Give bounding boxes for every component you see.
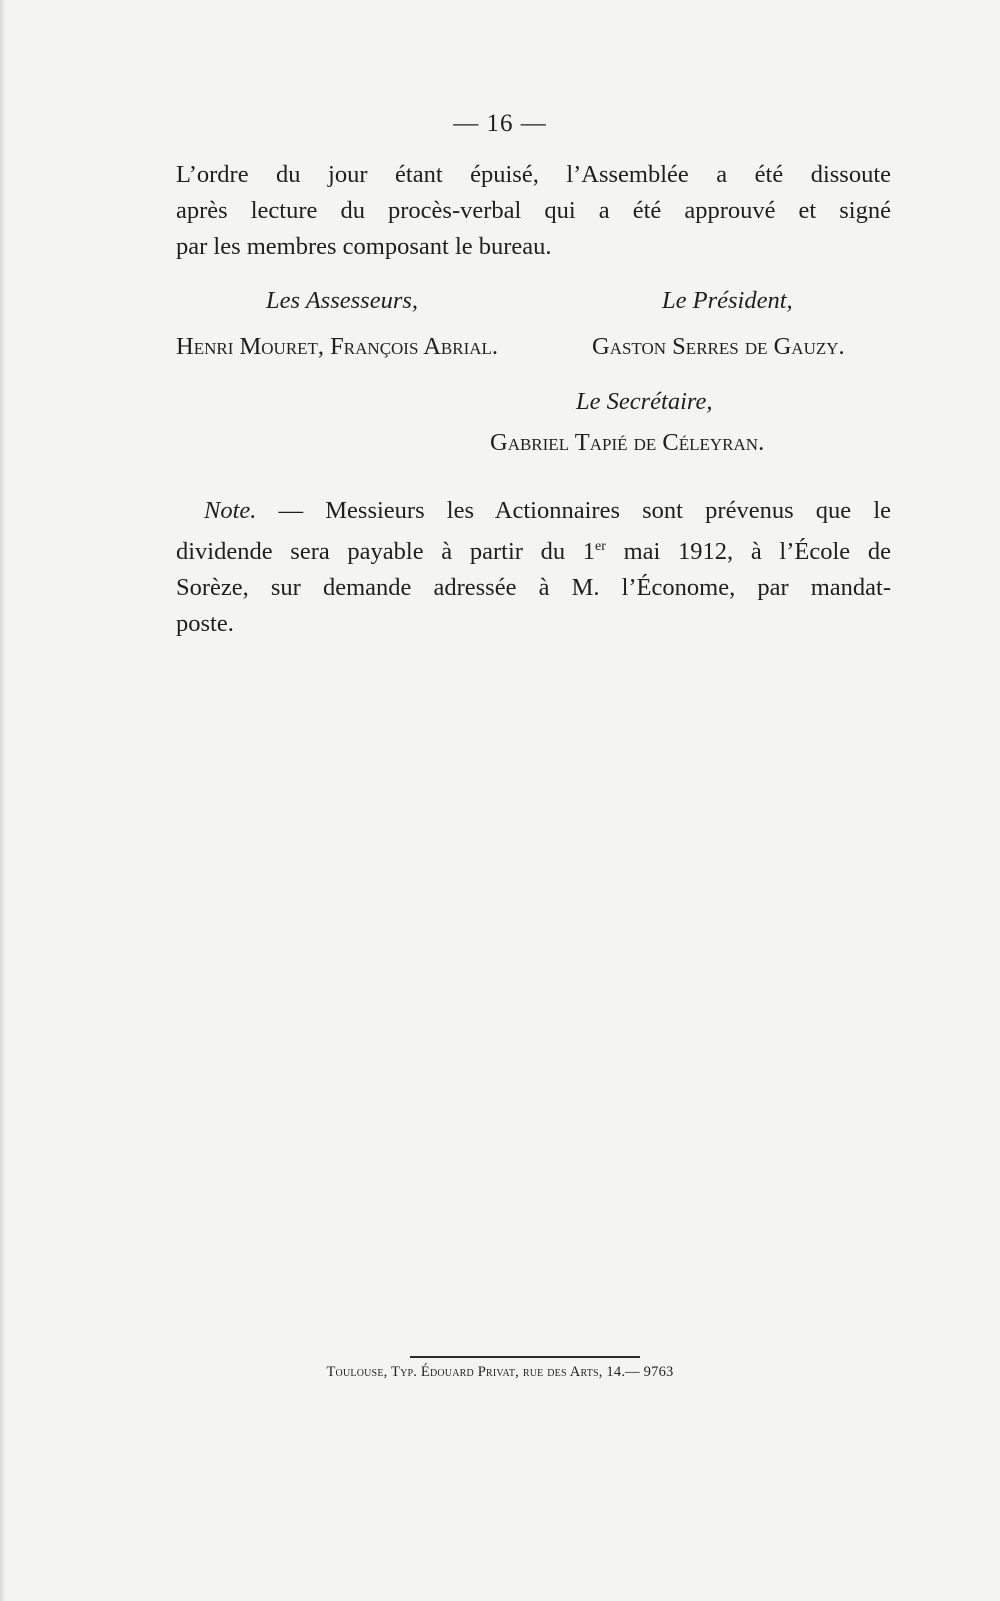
president-title: Le Président, bbox=[662, 287, 793, 314]
secretaire-names: Gabriel Tapié de Céleyran. bbox=[490, 429, 765, 456]
imprint-rule bbox=[410, 1356, 640, 1358]
note-label: Note. bbox=[204, 497, 257, 524]
note-line bbox=[176, 493, 891, 529]
page-edge bbox=[0, 0, 6, 1601]
assesseurs-title: Les Assesseurs, bbox=[266, 287, 419, 314]
assesseurs-names: Henri Mouret, François Abrial. bbox=[176, 333, 499, 360]
note-paragraph bbox=[176, 493, 891, 642]
ordinal-superscript: er bbox=[595, 539, 606, 554]
president-names: Gaston Serres de Gauzy. bbox=[592, 333, 845, 360]
note-text: dividende sera payable à partir du 1 bbox=[176, 538, 596, 566]
note-text: — Messieurs les Actionnaires sont prévenus que le bbox=[256, 497, 891, 524]
note-line: Sorèze, sur demande adressée à M. l’Économe, par mandat- bbox=[176, 574, 891, 602]
paragraph-line: après lecture du procès-verbal qui a été approuvé et signé bbox=[176, 197, 891, 224]
paragraph-line: par les membres composant le bureau. bbox=[176, 233, 552, 260]
closing-paragraph bbox=[176, 157, 891, 265]
printer-imprint: Toulouse, Typ. Édouard Privat, rue des Arts, 14.— 9763 bbox=[326, 1364, 674, 1380]
note-text: mai 1912, à l’École de bbox=[605, 538, 891, 566]
page-number: — 16 — bbox=[453, 110, 547, 137]
secretaire-title: Le Secrétaire, bbox=[576, 388, 713, 415]
paragraph-line: L’ordre du jour étant épuisé, l’Assemblée a été dissoute bbox=[176, 161, 891, 188]
note-line: poste. bbox=[176, 610, 234, 638]
note-line bbox=[176, 529, 891, 570]
